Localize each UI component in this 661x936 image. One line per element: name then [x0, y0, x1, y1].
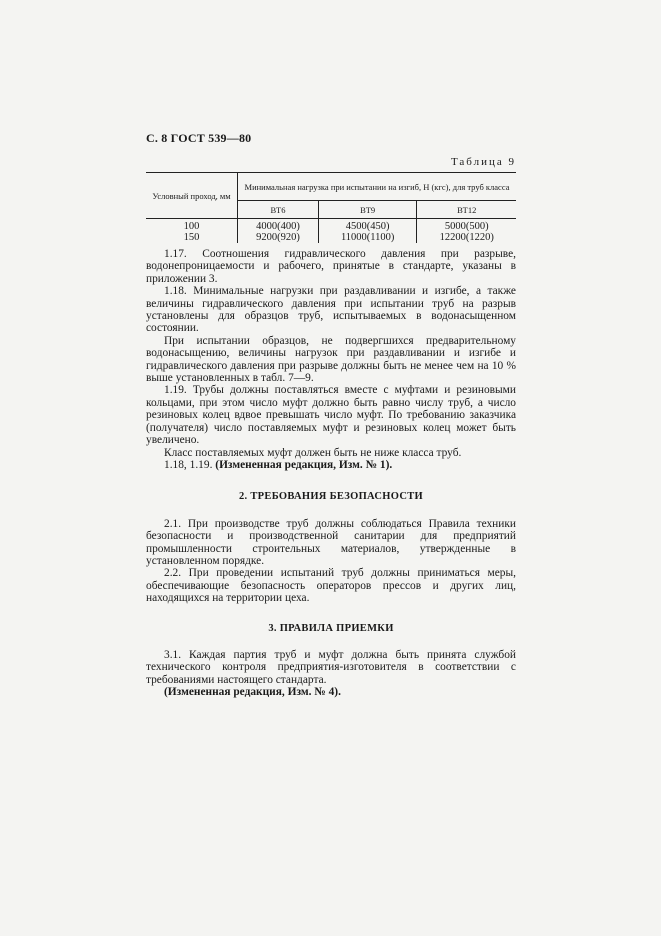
paragraph-1-19: 1.19. Трубы должны поставляться вместе с муфтами и резиновыми кольцами, при этом число муфт должно быть равно числу труб, а число резиновых колец вдвое превышать число муфт. По требованию заказчика (получателя) число поставляемых муфт и резиновых колец может быть увеличено.	[146, 384, 516, 447]
change-note-bold: (Измененная редакция, Изм. № 1).	[215, 458, 393, 471]
table-cell: 5000(500)	[444, 221, 489, 232]
change-note-bold: (Измененная редакция, Изм. № 4).	[164, 686, 341, 699]
table-cell: 100	[146, 219, 238, 233]
col-header-bt6: ВТ6	[238, 201, 319, 219]
change-note-1	[146, 459, 516, 471]
table-cell: 150	[146, 232, 238, 243]
section-3-title: 3. ПРАВИЛА ПРИЕМКИ	[268, 622, 394, 634]
body-text	[146, 248, 516, 699]
change-note-prefix: 1.18, 1.19.	[164, 458, 213, 471]
col-header-bt12: ВТ12	[417, 201, 516, 219]
paragraph-1-19-b: Класс поставляемых муфт должен быть не ниже класса труб.	[164, 446, 462, 459]
paragraph-3-1: 3.1. Каждая партия труб и муфт должна быть принята службой технического контроля предприятия-изготовителя в соответствии с требованиями настоящего стандарта.	[146, 648, 516, 686]
table-cell: 4500(450)	[318, 219, 417, 233]
col-header-group: Минимальная нагрузка при испытании на изгиб, Н (кгс), для труб класса	[238, 173, 517, 201]
paragraph-1-18-b: При испытании образцов, не подвергшихся предварительному водонасыщению, величины нагрузок при раздавливании и изгибе и гидравлического давления при разрыве должны быть не менее чем на 10 % выше установленных в табл. 7—9.	[146, 334, 516, 385]
table-cell: 4000(400)	[238, 219, 319, 233]
section-2-title: 2. ТРЕБОВАНИЯ БЕЗОПАСНОСТИ	[238, 491, 424, 503]
page-header: С. 8 ГОСТ 539—80	[146, 131, 252, 145]
paragraph-2-2: 2.2. При проведении испытаний труб должны приниматься меры, обеспечивающие безопасность операторов прессов и других лиц, находящихся на территории цеха.	[146, 567, 516, 605]
change-note-4	[146, 686, 516, 698]
load-table	[146, 172, 516, 243]
table-cell: 11000(1100)	[318, 232, 417, 243]
table-title: Таблица 9	[450, 156, 516, 168]
paragraph-1-18: 1.18. Минимальные нагрузки при раздавливании и изгибе, а также величины гидравлического давления при испытании труб на разрыв установлены для образцов труб, испытываемых в водонасыщенном состоянии.	[146, 285, 516, 335]
paragraph-1-17: 1.17. Соотношения гидравлического давления при разрыве, водонепроницаемости и рабочего, принятые в стандарте, указаны в приложении 3.	[146, 248, 516, 285]
table-row	[146, 232, 516, 243]
table-cell: 9200(920)	[238, 232, 319, 243]
table-row	[146, 219, 516, 233]
table-cell: 12200(1220)	[439, 232, 494, 243]
col-header-diameter: Условный проход, мм	[146, 173, 238, 219]
paragraph-2-1: 2.1. При производстве труб должны соблюдаться Правила техники безопасности и производственной санитарии для предприятий промышленности строительных материалов, утвержденные в установленном порядке.	[146, 517, 516, 567]
col-header-bt9: ВТ9	[318, 201, 417, 219]
